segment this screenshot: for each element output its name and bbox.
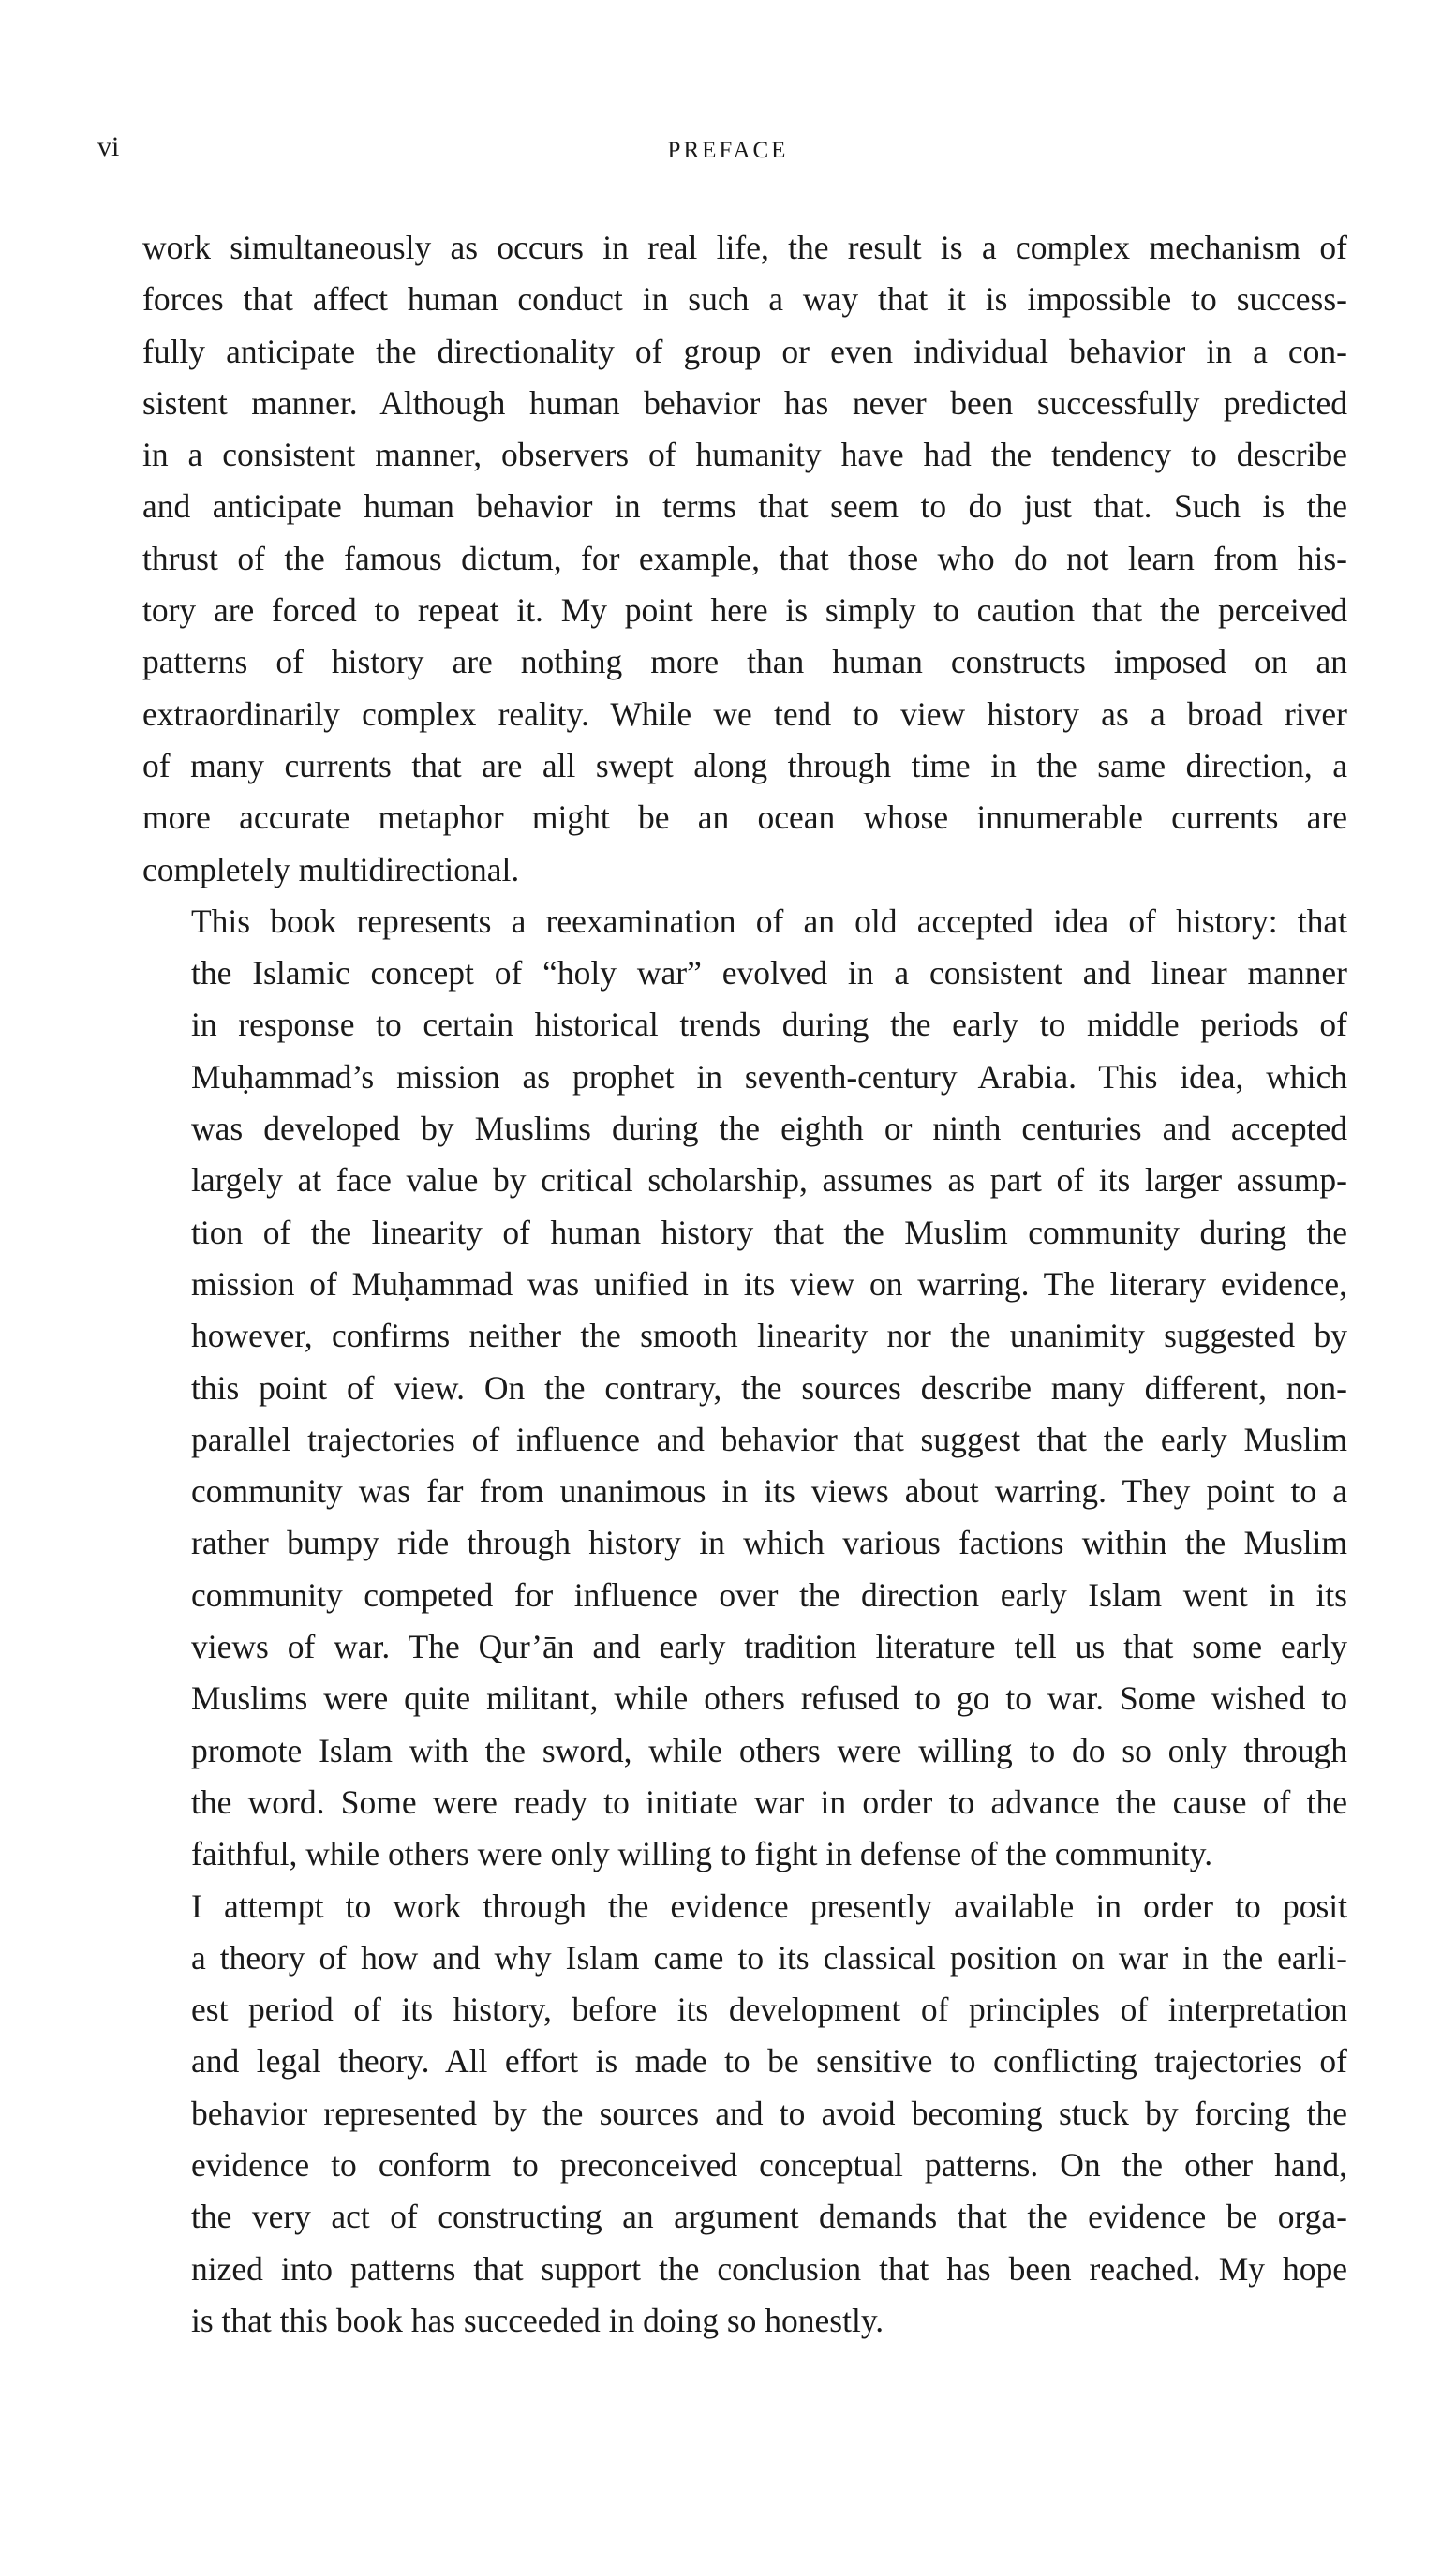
text-line: is that this book has succeeded in doing so honestly.: [191, 2301, 884, 2339]
text-line: views of war. The Qur’ān and early tradition literature tell us that some early: [191, 1628, 1347, 1666]
text-line: tion of the linearity of human history that the Muslim community during the: [191, 1213, 1347, 1251]
text-line: this point of view. On the contrary, the sources describe many different, non-: [191, 1368, 1347, 1407]
text-line: was developed by Muslims during the eighth or ninth centuries and accepted: [191, 1110, 1347, 1148]
text-line: est period of its history, before its development of principles of interpretation: [191, 1991, 1347, 2029]
text-line: tory are forced to repeat it. My point here is simply to caution that the perceived: [142, 591, 1347, 630]
text-line: evidence to conform to preconceived conceptual patterns. On the other hand,: [191, 2145, 1347, 2184]
text-line: faithful, while others were only willing to fight in defense of the community.: [191, 1835, 1213, 1873]
text-line: in response to certain historical trends during the early to middle periods of: [191, 1006, 1347, 1044]
text-line: and legal theory. All effort is made to be sensitive to conflicting trajectories of: [191, 2042, 1347, 2081]
text-line: parallel trajectories of influence and behavior that suggest that the early Muslim: [191, 1420, 1347, 1458]
text-line: thrust of the famous dictum, for example, that those who do not learn from his-: [142, 539, 1347, 577]
text-line: largely at face value by critical scholarship, assumes as part of its larger assump-: [191, 1161, 1347, 1200]
text-line: forces that affect human conduct in such a way that it is impossible to success-: [142, 280, 1347, 319]
text-line: a theory of how and why Islam came to its classical position on war in the earli-: [191, 1938, 1347, 1977]
text-line: more accurate metaphor might be an ocean whose innumerable currents are: [142, 798, 1347, 837]
text-line: rather bumpy ride through history in which various factions within the Muslim: [191, 1524, 1347, 1562]
text-line: nized into patterns that support the conclusion that has been reached. My hope: [191, 2249, 1347, 2288]
text-line: the word. Some were ready to initiate war in order to advance the cause of the: [191, 1783, 1347, 1821]
paragraph: [142, 1881, 1347, 2348]
text-line: in a consistent manner, observers of humanity have had the tendency to describe: [142, 436, 1347, 474]
preface-body: [142, 222, 1347, 2347]
text-line: sistent manner. Although human behavior has never been successfully predicted: [142, 383, 1347, 422]
running-head: PREFACE: [667, 138, 789, 163]
text-line: and anticipate human behavior in terms that seem to do just that. Such is the: [142, 487, 1347, 526]
text-line: This book represents a reexamination of an old accepted idea of history: that: [191, 902, 1347, 940]
paragraph: [142, 896, 1347, 1881]
text-line: promote Islam with the sword, while others were willing to do so only through: [191, 1731, 1347, 1769]
text-line: however, confirms neither the smooth linearity nor the unanimity suggested by: [191, 1317, 1347, 1355]
text-line: completely multidirectional.: [142, 850, 520, 888]
text-line: I attempt to work through the evidence presently available in order to posit: [191, 1887, 1347, 1925]
text-line: Muslims were quite militant, while others refused to go to war. Some wished to: [191, 1679, 1347, 1718]
text-line: work simultaneously as occurs in real life, the result is a complex mechanism of: [142, 229, 1347, 266]
text-line: of many currents that are all swept along through time in the same direction, a: [142, 746, 1347, 784]
text-line: extraordinarily complex reality. While we tend to view history as a broad river: [142, 694, 1347, 733]
text-line: the very act of constructing an argument demands that the evidence be orga-: [191, 2198, 1347, 2236]
text-line: mission of Muḥammad was unified in its view on warring. The literary evidence,: [191, 1264, 1347, 1303]
paragraph: [142, 222, 1347, 896]
page-number: vi: [97, 131, 120, 162]
text-line: behavior represented by the sources and to avoid becoming stuck by forcing the: [191, 2094, 1347, 2132]
text-line: community competed for influence over the direction early Islam went in its: [191, 1575, 1347, 1614]
text-line: fully anticipate the directionality of group or even individual behavior in a con-: [142, 332, 1347, 370]
text-line: community was far from unanimous in its views about warring. They point to a: [191, 1472, 1347, 1511]
text-line: patterns of history are nothing more than human constructs imposed on an: [142, 643, 1347, 681]
text-line: Muḥammad’s mission as prophet in seventh-century Arabia. This idea, which: [191, 1057, 1347, 1096]
text-line: the Islamic concept of “holy war” evolved in a consistent and linear manner: [191, 954, 1347, 992]
